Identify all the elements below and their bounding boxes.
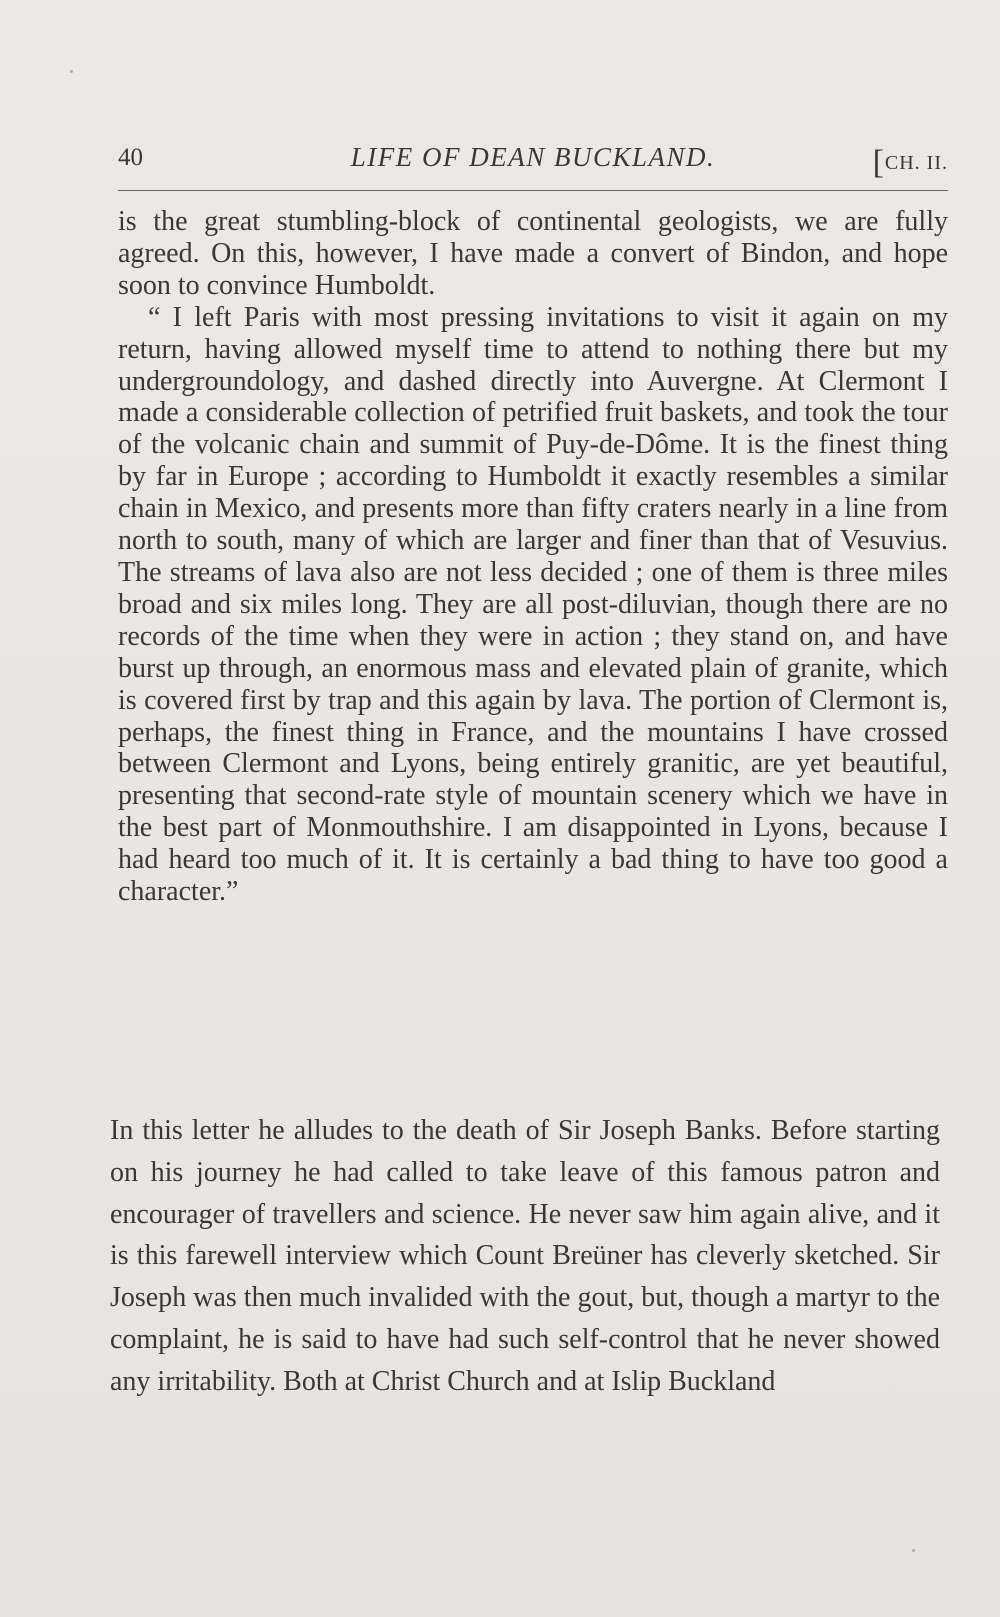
chapter-label: CH. II. (884, 152, 948, 174)
paper-speck (912, 1549, 915, 1552)
body-text (110, 1110, 940, 1403)
body-paragraph: In this letter he alludes to the death of Sir Joseph Banks. Before starting on his journey he had called to take leave of this famous patron and encourager of travellers and science. He never saw him again alive, and it is this farewell interview which Count Breüner has cleverly sketched. Sir Joseph was then much invalided with the gout, but, though a martyr to the complaint, he is said to have had such self-control that he never showed any irritability. Both at Christ Church and at Islip Buckland (110, 1115, 940, 1397)
page-number: 40 (118, 144, 143, 171)
running-title: LIFE OF DEAN BUCKLAND. (350, 142, 716, 172)
quoted-letter (118, 206, 948, 908)
quote-paragraph: “ I left Paris with most pressing invitations to visit it again on my return, having allowed myself time to attend to nothing there but my undergroundology, and dashed directly into Auvergne. At Clermont I made a considerable collection of petrified fruit baskets, and took the tour of the volcanic chain and summit of Puy-de-Dôme. It is the finest thing by far in Europe ; according to Humboldt it exactly resembles a similar chain in Mexico, and presents more than fifty craters nearly in a line from north to south, many of which are larger and finer than that of Vesuvius. The streams of lava also are not less decided ; one of them is three miles broad and six miles long. They are all post-diluvian, though there are no records of the time when they were in action ; they stand on, and have burst up through, an enormous mass and elevated plain of granite, which is covered first by trap and this again by lava. The portion of Clermont is, perhaps, the finest thing in France, and the mountains I have crossed between Clermont and Lyons, being entirely granitic, are yet beautiful, presenting that second-rate style of mountain scenery which we have in the best part of Monmouthshire. I am disappointed in Lyons, because I had heard too much of it. It is certainly a bad thing to have too good a character.” (118, 301, 948, 908)
chapter-reference (873, 144, 948, 182)
paper-speck (70, 70, 73, 73)
quote-paragraph-continued: is the great stumbling-block of continental geologists, we are fully agreed. On this, however, I have made a convert of Bindon, and hope soon to convince Humboldt. (118, 206, 948, 301)
page-header (118, 140, 948, 180)
header-rule (118, 190, 948, 191)
chapter-bracket: [ (872, 144, 885, 181)
